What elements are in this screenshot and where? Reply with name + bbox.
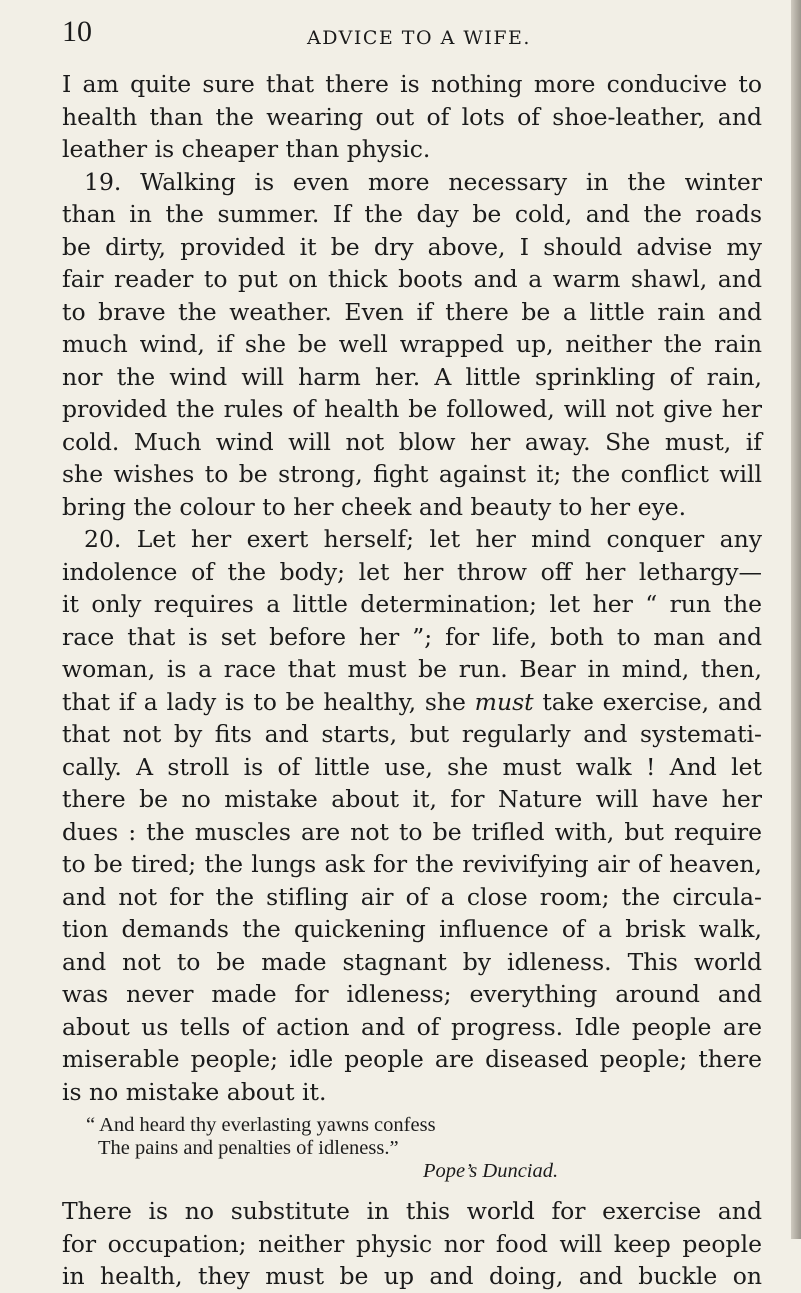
- text-line: in health, they must be up and doing, and buckle on: [62, 1262, 762, 1290]
- text-line: there be no mistake about it, for Nature will have her: [62, 785, 762, 813]
- text-line: she wishes to be strong, fight against it; the conflict will: [62, 460, 762, 488]
- paragraph-19-start: 19. Walking is even more necessary in the winter: [84, 167, 762, 196]
- text-line: provided the rules of health be followed, will not give her: [62, 395, 762, 423]
- text-line: race that is set before her ”; for life, both to man and: [62, 622, 762, 651]
- text-line: fair reader to put on thick boots and a warm shawl, and: [62, 265, 762, 293]
- text-line: and not to be made stagnant by idleness. This world: [62, 947, 762, 976]
- page-body: [62, 68, 762, 1293]
- text-line: to brave the weather. Even if there be a little rain and: [62, 297, 762, 326]
- text-line: to be tired; the lungs ask for the revivifying air of heaven,: [62, 850, 762, 878]
- text-line: There is no substitute in this world for exercise and: [62, 1197, 762, 1225]
- text-line: miserable people; idle people are diseased people; there: [62, 1045, 762, 1073]
- text-line: it only requires a little determination; let her “ run the: [62, 590, 762, 618]
- text-line: dues : the muscles are not to be trifled with, but require: [62, 817, 762, 846]
- verse-quote-line-1: “ And heard thy everlasting yawns confess: [86, 1114, 436, 1136]
- text-line: tion demands the quickening influence of a brisk walk,: [62, 915, 762, 943]
- text-line: nor the wind will harm her. A little sprinkling of rain,: [62, 362, 762, 391]
- page-edge: [791, 0, 801, 1239]
- text-line: than in the summer. If the day be cold, and the roads: [62, 200, 762, 228]
- text-line: that not by fits and starts, but regularly and systemati-: [62, 720, 762, 748]
- text-line: cally. A stroll is of little use, she must walk ! And let: [62, 752, 762, 781]
- text-line: indolence of the body; let her throw off her lethargy—: [62, 557, 762, 586]
- emphasis: must: [474, 687, 534, 716]
- text-line: cold. Much wind will not blow her away. She must, if: [62, 427, 762, 456]
- text-line: about us tells of action and of progress. Idle people are: [62, 1012, 762, 1041]
- text-line: woman, is a race that must be run. Bear in mind, then,: [62, 655, 762, 683]
- quote-attribution: Pope’s Dunciad.: [423, 1160, 559, 1182]
- text-line: that if a lady is to be healthy, she must take exercise, and: [62, 687, 763, 716]
- text-line: is no mistake about it.: [62, 1077, 327, 1106]
- text-line: health than the wearing out of lots of shoe-leather, and: [62, 102, 762, 131]
- text-line: for occupation; neither physic nor food will keep people: [62, 1229, 762, 1258]
- text-line: leather is cheaper than physic.: [62, 135, 431, 163]
- text-line: much wind, if she be well wrapped up, neither the rain: [62, 330, 762, 358]
- paragraph-20-start: 20. Let her exert herself; let her mind conquer any: [84, 525, 762, 553]
- verse-quote-line-2: The pains and penalties of idleness.”: [98, 1137, 399, 1159]
- running-title: ADVICE TO A WIFE.: [307, 27, 531, 49]
- text-line: bring the colour to her cheek and beauty to her eye.: [62, 492, 687, 521]
- page-number: 10: [62, 15, 92, 48]
- text-line: was never made for idleness; everything around and: [62, 980, 762, 1008]
- text-line: I am quite sure that there is nothing more conducive to: [62, 70, 762, 98]
- text-line: and not for the stifling air of a close room; the circula-: [62, 882, 762, 911]
- text-line: be dirty, provided it be dry above, I should advise my: [62, 232, 762, 261]
